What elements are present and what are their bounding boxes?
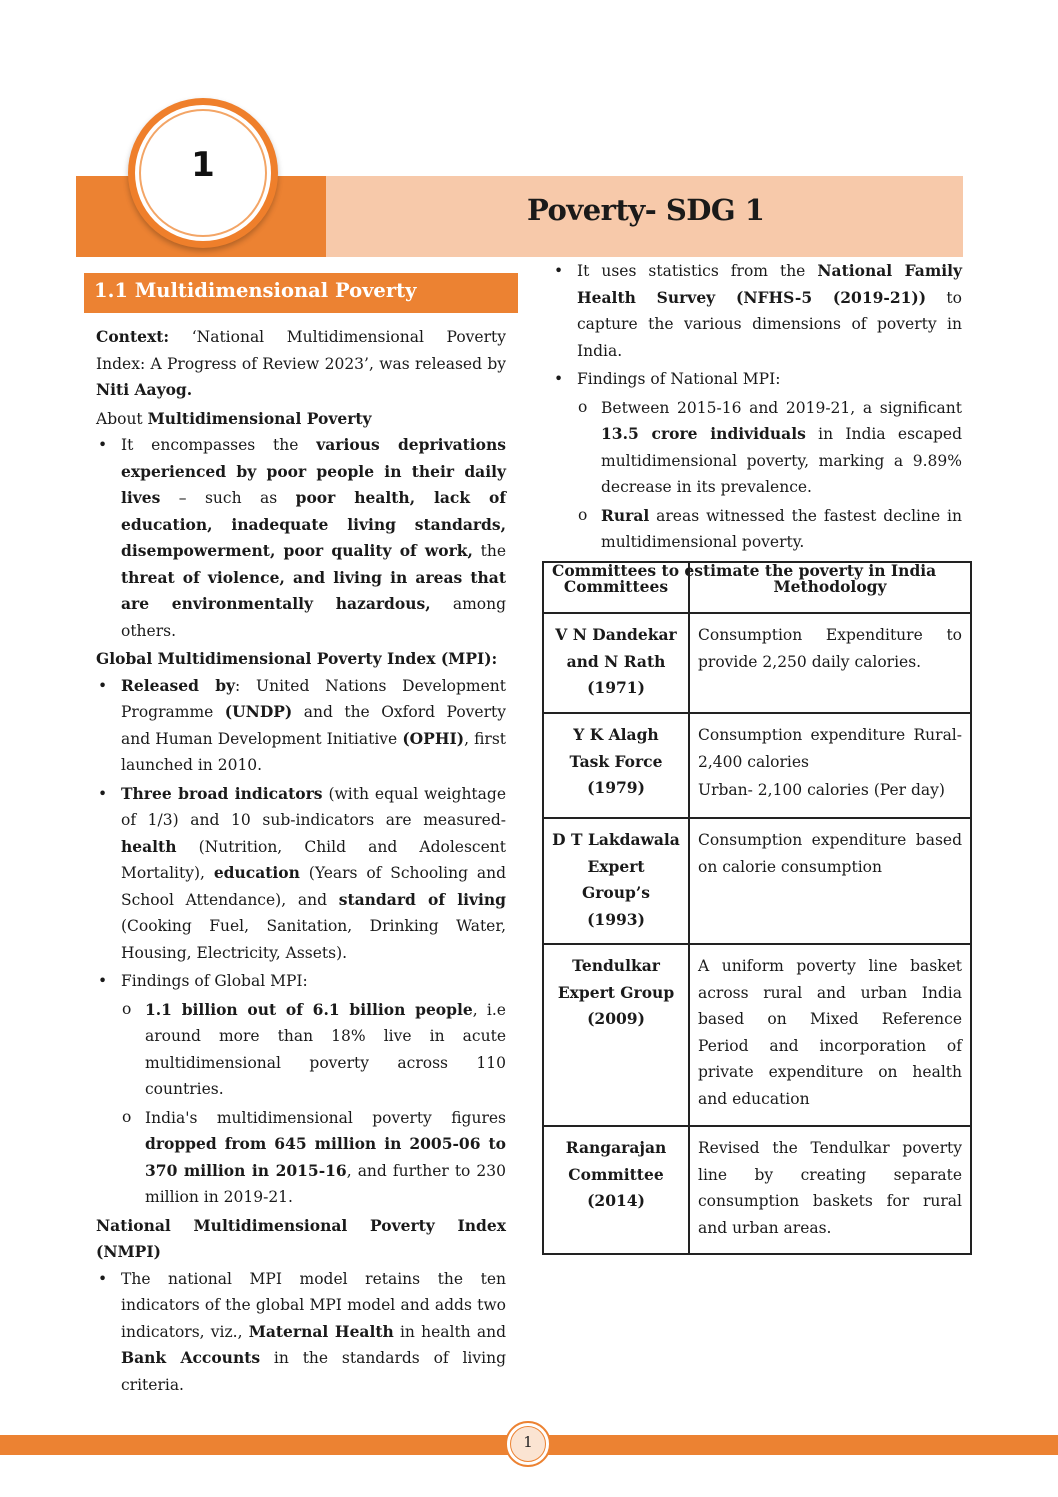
sub-list-item: o Between 2015-16 and 2019-21, a significant 13.5 crore individuals in India escaped multidimensional poverty, marking a 9.89% decrease in its prevalence. xyxy=(552,395,962,501)
section-heading: 1.1 Multidimensional Poverty xyxy=(94,279,417,302)
list-item: • Findings of National MPI: xyxy=(552,366,962,393)
list-item: • It uses statistics from the National Family Health Survey (NFHS-5 (2019-21)) to capture the various dimensions of poverty in India. xyxy=(552,258,962,364)
chapter-number: 1 xyxy=(191,145,215,185)
about-list xyxy=(96,432,506,644)
table-row xyxy=(543,818,971,944)
list-item: • Released by: United Nations Development Programme (UNDP) and the Oxford Poverty and Human Development Initiative (OPHI), first launched in 2010. xyxy=(96,673,506,779)
committee-cell: V N Dandekar and N Rath (1971) xyxy=(543,613,689,713)
nmpi-list xyxy=(96,1266,506,1399)
committees-table xyxy=(542,561,972,1255)
table-row xyxy=(543,1126,971,1254)
right-column xyxy=(552,258,962,584)
list-item: • It encompasses the various deprivations experienced by poor people in their daily lives – such as poor health, lack of education, inadequate living standards, disempowerment, poor quality of work, the threat of violence, and living in areas that are environmentally hazardous, among others. xyxy=(96,432,506,644)
chapter-title: Poverty- SDG 1 xyxy=(527,193,765,227)
global-mpi-list xyxy=(96,673,506,1211)
table-header-committees: Committees xyxy=(543,562,689,613)
nmpi-heading: National Multidimensional Poverty Index (NMPI) xyxy=(96,1215,506,1261)
global-mpi-heading: Global Multidimensional Poverty Index (MPI): xyxy=(96,649,498,668)
chapter-badge xyxy=(128,98,278,248)
methodology-cell: A uniform poverty line basket across rural and urban India based on Mixed Reference Period and incorporation of private expenditure on health and education xyxy=(689,944,971,1126)
table-row xyxy=(543,713,971,818)
context-paragraph: Context: ‘National Multidimensional Poverty Index: A Progress of Review 2023’, was released by Niti Aayog. xyxy=(96,327,506,399)
methodology-cell: Consumption expenditure Rural-2,400 calories Urban- 2,100 calories (Per day) xyxy=(689,713,971,818)
table-caption: Committees to estimate the poverty in India xyxy=(552,560,937,580)
committee-cell: Y K Alagh Task Force (1979) xyxy=(543,713,689,818)
committee-cell: Tendulkar Expert Group (2009) xyxy=(543,944,689,1126)
committee-cell: D T Lakdawala Expert Group’s (1993) xyxy=(543,818,689,944)
nmpi-details-list xyxy=(552,258,962,556)
list-item: • Findings of Global MPI: xyxy=(96,968,506,995)
left-column xyxy=(96,324,506,1398)
committee-cell: Rangarajan Committee (2014) xyxy=(543,1126,689,1254)
methodology-cell: Revised the Tendulkar poverty line by creating separate consumption baskets for rural and urban areas. xyxy=(689,1126,971,1254)
list-item: • The national MPI model retains the ten indicators of the global MPI model and adds two indicators, viz., Maternal Health in health and Bank Accounts in the standards of living criteria. xyxy=(96,1266,506,1399)
methodology-cell: Consumption expenditure based on calorie consumption xyxy=(689,818,971,944)
table-header-methodology: Methodology xyxy=(689,562,971,613)
page-number: 1 xyxy=(523,1433,533,1451)
table-row xyxy=(543,944,971,1126)
about-heading: About Multidimensional Poverty xyxy=(96,408,372,428)
sub-list-item: o India's multidimensional poverty figures dropped from 645 million in 2005-06 to 370 million in 2015-16, and further to 230 million in 2019-21. xyxy=(96,1105,506,1211)
table-header-row xyxy=(543,562,971,613)
sub-list-item: o Rural areas witnessed the fastest decline in multidimensional poverty. xyxy=(552,503,962,556)
list-item: • Three broad indicators (with equal weightage of 1/3) and 10 sub-indicators are measured- health (Nutrition, Child and Adolescent Mortality), education (Years of Schooling and School Attendance), and standard of living (Cooking Fuel, Sanitation, Drinking Water, Housing, Electricity, Assets). xyxy=(96,781,506,967)
methodology-cell: Consumption Expenditure to provide 2,250 daily calories. xyxy=(689,613,971,713)
table-row xyxy=(543,613,971,713)
section-heading-bar xyxy=(84,273,518,313)
page-number-badge xyxy=(505,1421,551,1467)
sub-list-item: o 1.1 billion out of 6.1 billion people, i.e around more than 18% live in acute multidimensional poverty across 110 countries. xyxy=(96,997,506,1103)
